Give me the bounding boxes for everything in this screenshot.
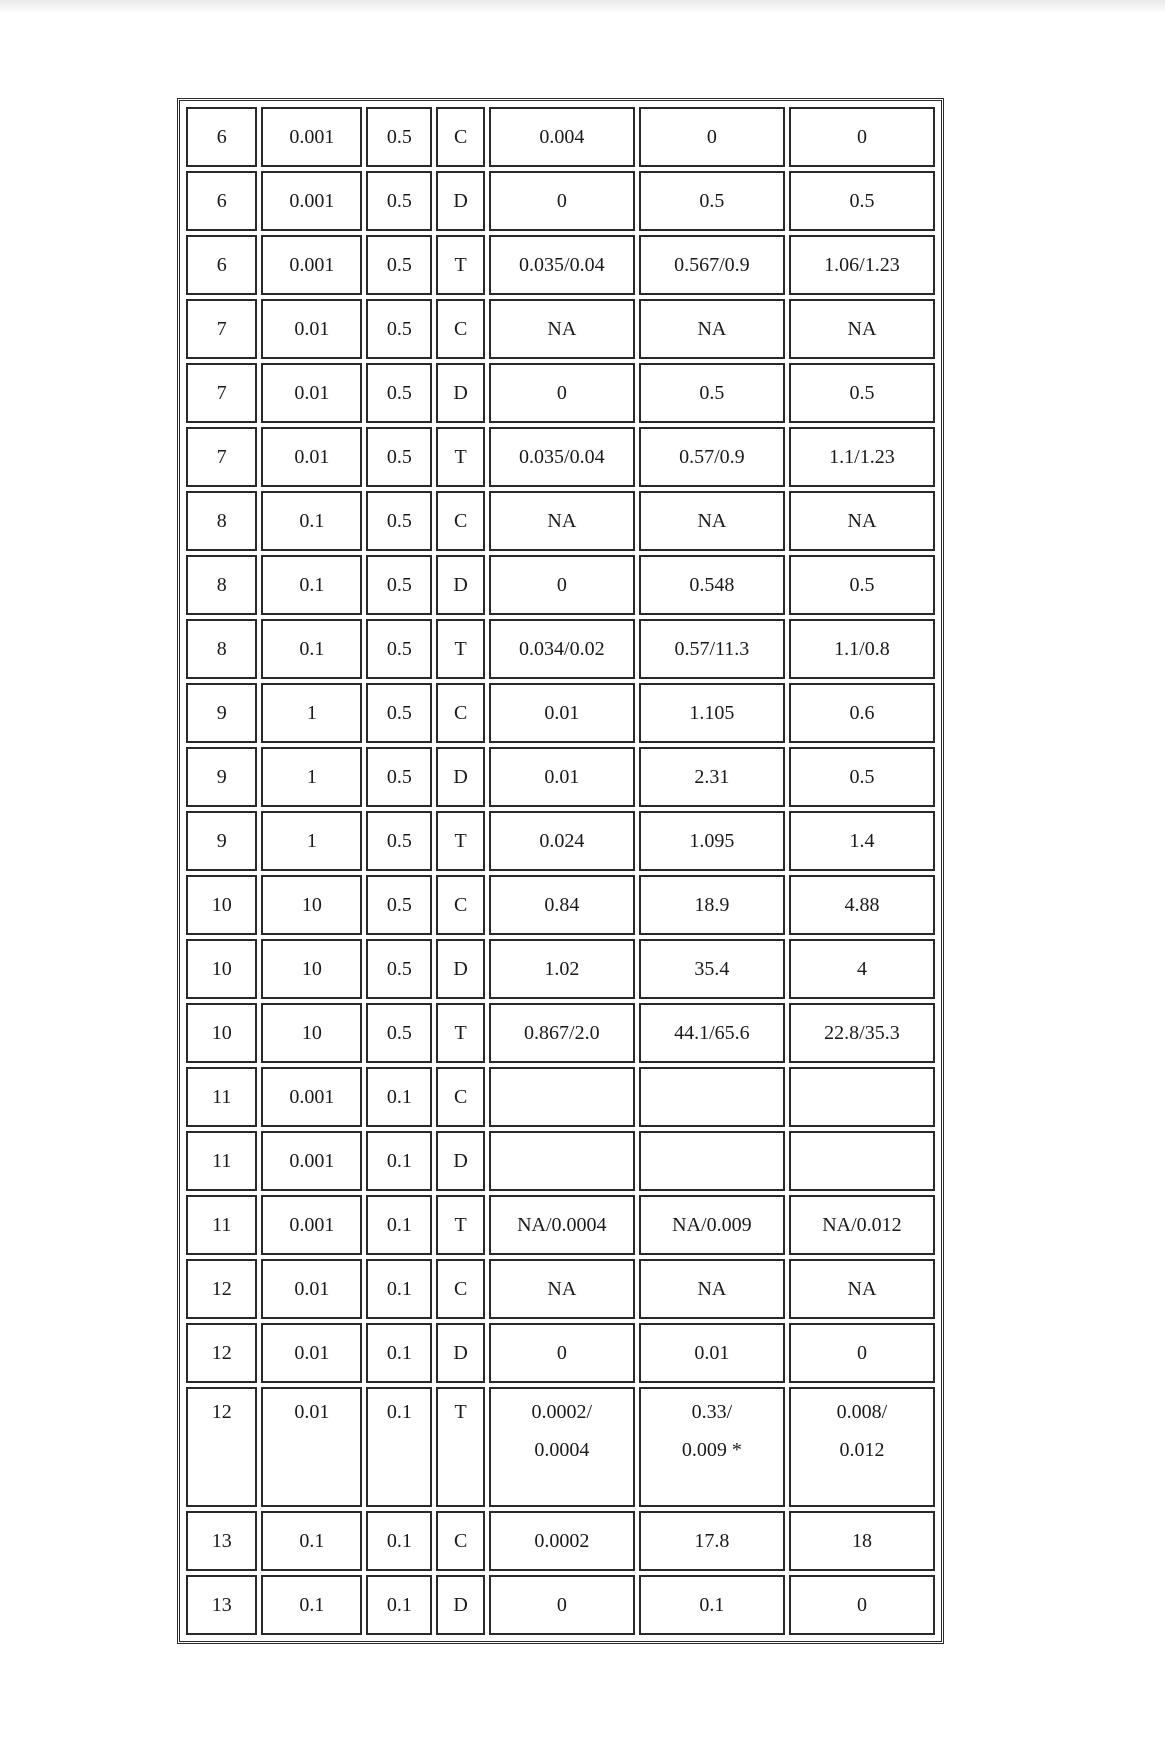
ratio-cell: 0.5 bbox=[366, 107, 432, 167]
value-cell-2 bbox=[639, 1067, 785, 1127]
table-row bbox=[186, 1131, 935, 1191]
ratio-cell: 0.5 bbox=[366, 363, 432, 423]
table-row bbox=[186, 171, 935, 231]
value-cell-1: 0 bbox=[489, 555, 635, 615]
run-cell: 6 bbox=[186, 235, 257, 295]
type-cell: T bbox=[436, 619, 484, 679]
value-cell-2: 0.5 bbox=[639, 363, 785, 423]
type-cell: D bbox=[436, 1575, 484, 1635]
ratio-cell: 0.5 bbox=[366, 619, 432, 679]
value-cell-1: 0 bbox=[489, 1323, 635, 1383]
run-cell: 7 bbox=[186, 363, 257, 423]
run-cell: 9 bbox=[186, 683, 257, 743]
ratio-cell: 0.5 bbox=[366, 235, 432, 295]
table-body bbox=[186, 107, 935, 1635]
value-cell-2: 0.57/11.3 bbox=[639, 619, 785, 679]
value-cell-3: 1.1/0.8 bbox=[789, 619, 935, 679]
run-cell: 9 bbox=[186, 811, 257, 871]
ratio-cell: 0.1 bbox=[366, 1259, 432, 1319]
scan-top-edge bbox=[0, 0, 1165, 14]
type-cell: D bbox=[436, 1131, 484, 1191]
value-cell-1: 0.024 bbox=[489, 811, 635, 871]
ratio-cell: 0.1 bbox=[366, 1067, 432, 1127]
run-cell: 11 bbox=[186, 1131, 257, 1191]
value-cell-2: NA bbox=[639, 299, 785, 359]
value-cell-1: NA bbox=[489, 1259, 635, 1319]
concentration-cell: 0.001 bbox=[261, 1195, 362, 1255]
ratio-cell: 0.5 bbox=[366, 939, 432, 999]
type-cell: T bbox=[436, 1387, 484, 1507]
run-cell: 11 bbox=[186, 1195, 257, 1255]
value-cell-2: 18.9 bbox=[639, 875, 785, 935]
value-cell-2: 0.33/ 0.009 * bbox=[639, 1387, 785, 1507]
table-row bbox=[186, 491, 935, 551]
value-cell-3: 0 bbox=[789, 1575, 935, 1635]
run-cell: 10 bbox=[186, 939, 257, 999]
concentration-cell: 1 bbox=[261, 747, 362, 807]
value-cell-1: 0.034/0.02 bbox=[489, 619, 635, 679]
value-cell-2: 0 bbox=[639, 107, 785, 167]
table-row bbox=[186, 427, 935, 487]
table-row bbox=[186, 1259, 935, 1319]
run-cell: 7 bbox=[186, 299, 257, 359]
value-cell-2: 0.57/0.9 bbox=[639, 427, 785, 487]
value-cell-3: 4 bbox=[789, 939, 935, 999]
ratio-cell: 0.1 bbox=[366, 1195, 432, 1255]
type-cell: D bbox=[436, 363, 484, 423]
ratio-cell: 0.5 bbox=[366, 427, 432, 487]
table-row bbox=[186, 1195, 935, 1255]
value-cell-3: 18 bbox=[789, 1511, 935, 1571]
type-cell: C bbox=[436, 107, 484, 167]
type-cell: T bbox=[436, 811, 484, 871]
value-cell-3: 1.4 bbox=[789, 811, 935, 871]
concentration-cell: 0.01 bbox=[261, 427, 362, 487]
type-cell: T bbox=[436, 235, 484, 295]
table-row bbox=[186, 939, 935, 999]
table-row bbox=[186, 363, 935, 423]
data-table bbox=[182, 103, 939, 1639]
value-cell-2: 2.31 bbox=[639, 747, 785, 807]
ratio-cell: 0.5 bbox=[366, 171, 432, 231]
concentration-cell: 1 bbox=[261, 811, 362, 871]
value-cell-1: NA/0.0004 bbox=[489, 1195, 635, 1255]
run-cell: 7 bbox=[186, 427, 257, 487]
value-cell-3: 22.8/35.3 bbox=[789, 1003, 935, 1063]
value-cell-3: NA bbox=[789, 299, 935, 359]
value-cell-1: 0 bbox=[489, 171, 635, 231]
value-cell-3: NA bbox=[789, 1259, 935, 1319]
table-row bbox=[186, 811, 935, 871]
concentration-cell: 0.01 bbox=[261, 1387, 362, 1507]
value-cell-2: 0.1 bbox=[639, 1575, 785, 1635]
run-cell: 11 bbox=[186, 1067, 257, 1127]
run-cell: 9 bbox=[186, 747, 257, 807]
value-cell-2: 1.105 bbox=[639, 683, 785, 743]
ratio-cell: 0.1 bbox=[366, 1511, 432, 1571]
value-cell-2: 0.01 bbox=[639, 1323, 785, 1383]
value-cell-2: 1.095 bbox=[639, 811, 785, 871]
value-cell-3: 1.06/1.23 bbox=[789, 235, 935, 295]
value-cell-1: 1.02 bbox=[489, 939, 635, 999]
value-cell-3 bbox=[789, 1131, 935, 1191]
type-cell: C bbox=[436, 491, 484, 551]
ratio-cell: 0.5 bbox=[366, 555, 432, 615]
value-cell-1: 0.035/0.04 bbox=[489, 235, 635, 295]
run-cell: 8 bbox=[186, 619, 257, 679]
value-cell-1: 0.0002 bbox=[489, 1511, 635, 1571]
run-cell: 10 bbox=[186, 875, 257, 935]
value-cell-1: 0.867/2.0 bbox=[489, 1003, 635, 1063]
type-cell: C bbox=[436, 1067, 484, 1127]
table-row bbox=[186, 1575, 935, 1635]
table-row bbox=[186, 555, 935, 615]
value-cell-2: 17.8 bbox=[639, 1511, 785, 1571]
value-cell-1 bbox=[489, 1131, 635, 1191]
run-cell: 13 bbox=[186, 1511, 257, 1571]
value-cell-3 bbox=[789, 1067, 935, 1127]
concentration-cell: 1 bbox=[261, 683, 362, 743]
ratio-cell: 0.1 bbox=[366, 1575, 432, 1635]
value-cell-2: 0.548 bbox=[639, 555, 785, 615]
type-cell: T bbox=[436, 1003, 484, 1063]
type-cell: T bbox=[436, 1195, 484, 1255]
value-cell-1: 0 bbox=[489, 1575, 635, 1635]
table-row bbox=[186, 619, 935, 679]
table-row bbox=[186, 1067, 935, 1127]
concentration-cell: 0.01 bbox=[261, 363, 362, 423]
run-cell: 8 bbox=[186, 555, 257, 615]
ratio-cell: 0.5 bbox=[366, 299, 432, 359]
value-cell-2: NA bbox=[639, 491, 785, 551]
value-cell-2: 0.5 bbox=[639, 171, 785, 231]
concentration-cell: 0.001 bbox=[261, 171, 362, 231]
type-cell: D bbox=[436, 939, 484, 999]
value-cell-3: 0.5 bbox=[789, 171, 935, 231]
ratio-cell: 0.1 bbox=[366, 1387, 432, 1507]
data-table-frame bbox=[177, 98, 944, 1644]
concentration-cell: 0.1 bbox=[261, 1575, 362, 1635]
value-cell-3: 0.5 bbox=[789, 555, 935, 615]
type-cell: C bbox=[436, 875, 484, 935]
value-cell-1: 0.035/0.04 bbox=[489, 427, 635, 487]
ratio-cell: 0.5 bbox=[366, 683, 432, 743]
concentration-cell: 0.001 bbox=[261, 1131, 362, 1191]
concentration-cell: 0.1 bbox=[261, 619, 362, 679]
value-cell-1: 0.01 bbox=[489, 683, 635, 743]
type-cell: C bbox=[436, 1511, 484, 1571]
value-cell-3: 4.88 bbox=[789, 875, 935, 935]
value-cell-3: 0.008/ 0.012 bbox=[789, 1387, 935, 1507]
value-cell-2: 44.1/65.6 bbox=[639, 1003, 785, 1063]
value-cell-3: 0 bbox=[789, 1323, 935, 1383]
value-cell-1: 0.01 bbox=[489, 747, 635, 807]
value-cell-2: NA/0.009 bbox=[639, 1195, 785, 1255]
concentration-cell: 0.1 bbox=[261, 555, 362, 615]
concentration-cell: 0.1 bbox=[261, 491, 362, 551]
value-cell-3: 1.1/1.23 bbox=[789, 427, 935, 487]
value-cell-2: 0.567/0.9 bbox=[639, 235, 785, 295]
run-cell: 10 bbox=[186, 1003, 257, 1063]
ratio-cell: 0.5 bbox=[366, 1003, 432, 1063]
value-cell-1: 0.0002/ 0.0004 bbox=[489, 1387, 635, 1507]
value-cell-3: NA/0.012 bbox=[789, 1195, 935, 1255]
value-cell-1: NA bbox=[489, 491, 635, 551]
table-row bbox=[186, 1323, 935, 1383]
concentration-cell: 0.1 bbox=[261, 1511, 362, 1571]
value-cell-1: NA bbox=[489, 299, 635, 359]
type-cell: D bbox=[436, 1323, 484, 1383]
table-row bbox=[186, 747, 935, 807]
table-row bbox=[186, 683, 935, 743]
value-cell-3: 0.5 bbox=[789, 363, 935, 423]
ratio-cell: 0.1 bbox=[366, 1131, 432, 1191]
concentration-cell: 0.01 bbox=[261, 1323, 362, 1383]
table-row bbox=[186, 1511, 935, 1571]
ratio-cell: 0.5 bbox=[366, 747, 432, 807]
concentration-cell: 0.01 bbox=[261, 1259, 362, 1319]
run-cell: 12 bbox=[186, 1387, 257, 1507]
type-cell: D bbox=[436, 555, 484, 615]
value-cell-3: 0 bbox=[789, 107, 935, 167]
run-cell: 12 bbox=[186, 1259, 257, 1319]
type-cell: D bbox=[436, 171, 484, 231]
value-cell-1: 0.84 bbox=[489, 875, 635, 935]
value-cell-2 bbox=[639, 1131, 785, 1191]
run-cell: 6 bbox=[186, 171, 257, 231]
value-cell-1 bbox=[489, 1067, 635, 1127]
concentration-cell: 0.001 bbox=[261, 235, 362, 295]
run-cell: 8 bbox=[186, 491, 257, 551]
concentration-cell: 0.001 bbox=[261, 107, 362, 167]
value-cell-1: 0 bbox=[489, 363, 635, 423]
type-cell: C bbox=[436, 299, 484, 359]
table-row bbox=[186, 1003, 935, 1063]
type-cell: D bbox=[436, 747, 484, 807]
concentration-cell: 10 bbox=[261, 875, 362, 935]
concentration-cell: 10 bbox=[261, 1003, 362, 1063]
table-row bbox=[186, 1387, 935, 1507]
table-row bbox=[186, 299, 935, 359]
value-cell-3: 0.6 bbox=[789, 683, 935, 743]
run-cell: 6 bbox=[186, 107, 257, 167]
type-cell: C bbox=[436, 683, 484, 743]
table-row bbox=[186, 875, 935, 935]
value-cell-2: NA bbox=[639, 1259, 785, 1319]
ratio-cell: 0.5 bbox=[366, 811, 432, 871]
concentration-cell: 0.01 bbox=[261, 299, 362, 359]
type-cell: C bbox=[436, 1259, 484, 1319]
table-row bbox=[186, 107, 935, 167]
value-cell-3: NA bbox=[789, 491, 935, 551]
type-cell: T bbox=[436, 427, 484, 487]
value-cell-2: 35.4 bbox=[639, 939, 785, 999]
concentration-cell: 10 bbox=[261, 939, 362, 999]
concentration-cell: 0.001 bbox=[261, 1067, 362, 1127]
ratio-cell: 0.1 bbox=[366, 1323, 432, 1383]
value-cell-3: 0.5 bbox=[789, 747, 935, 807]
ratio-cell: 0.5 bbox=[366, 875, 432, 935]
run-cell: 13 bbox=[186, 1575, 257, 1635]
table-row bbox=[186, 235, 935, 295]
value-cell-1: 0.004 bbox=[489, 107, 635, 167]
ratio-cell: 0.5 bbox=[366, 491, 432, 551]
run-cell: 12 bbox=[186, 1323, 257, 1383]
